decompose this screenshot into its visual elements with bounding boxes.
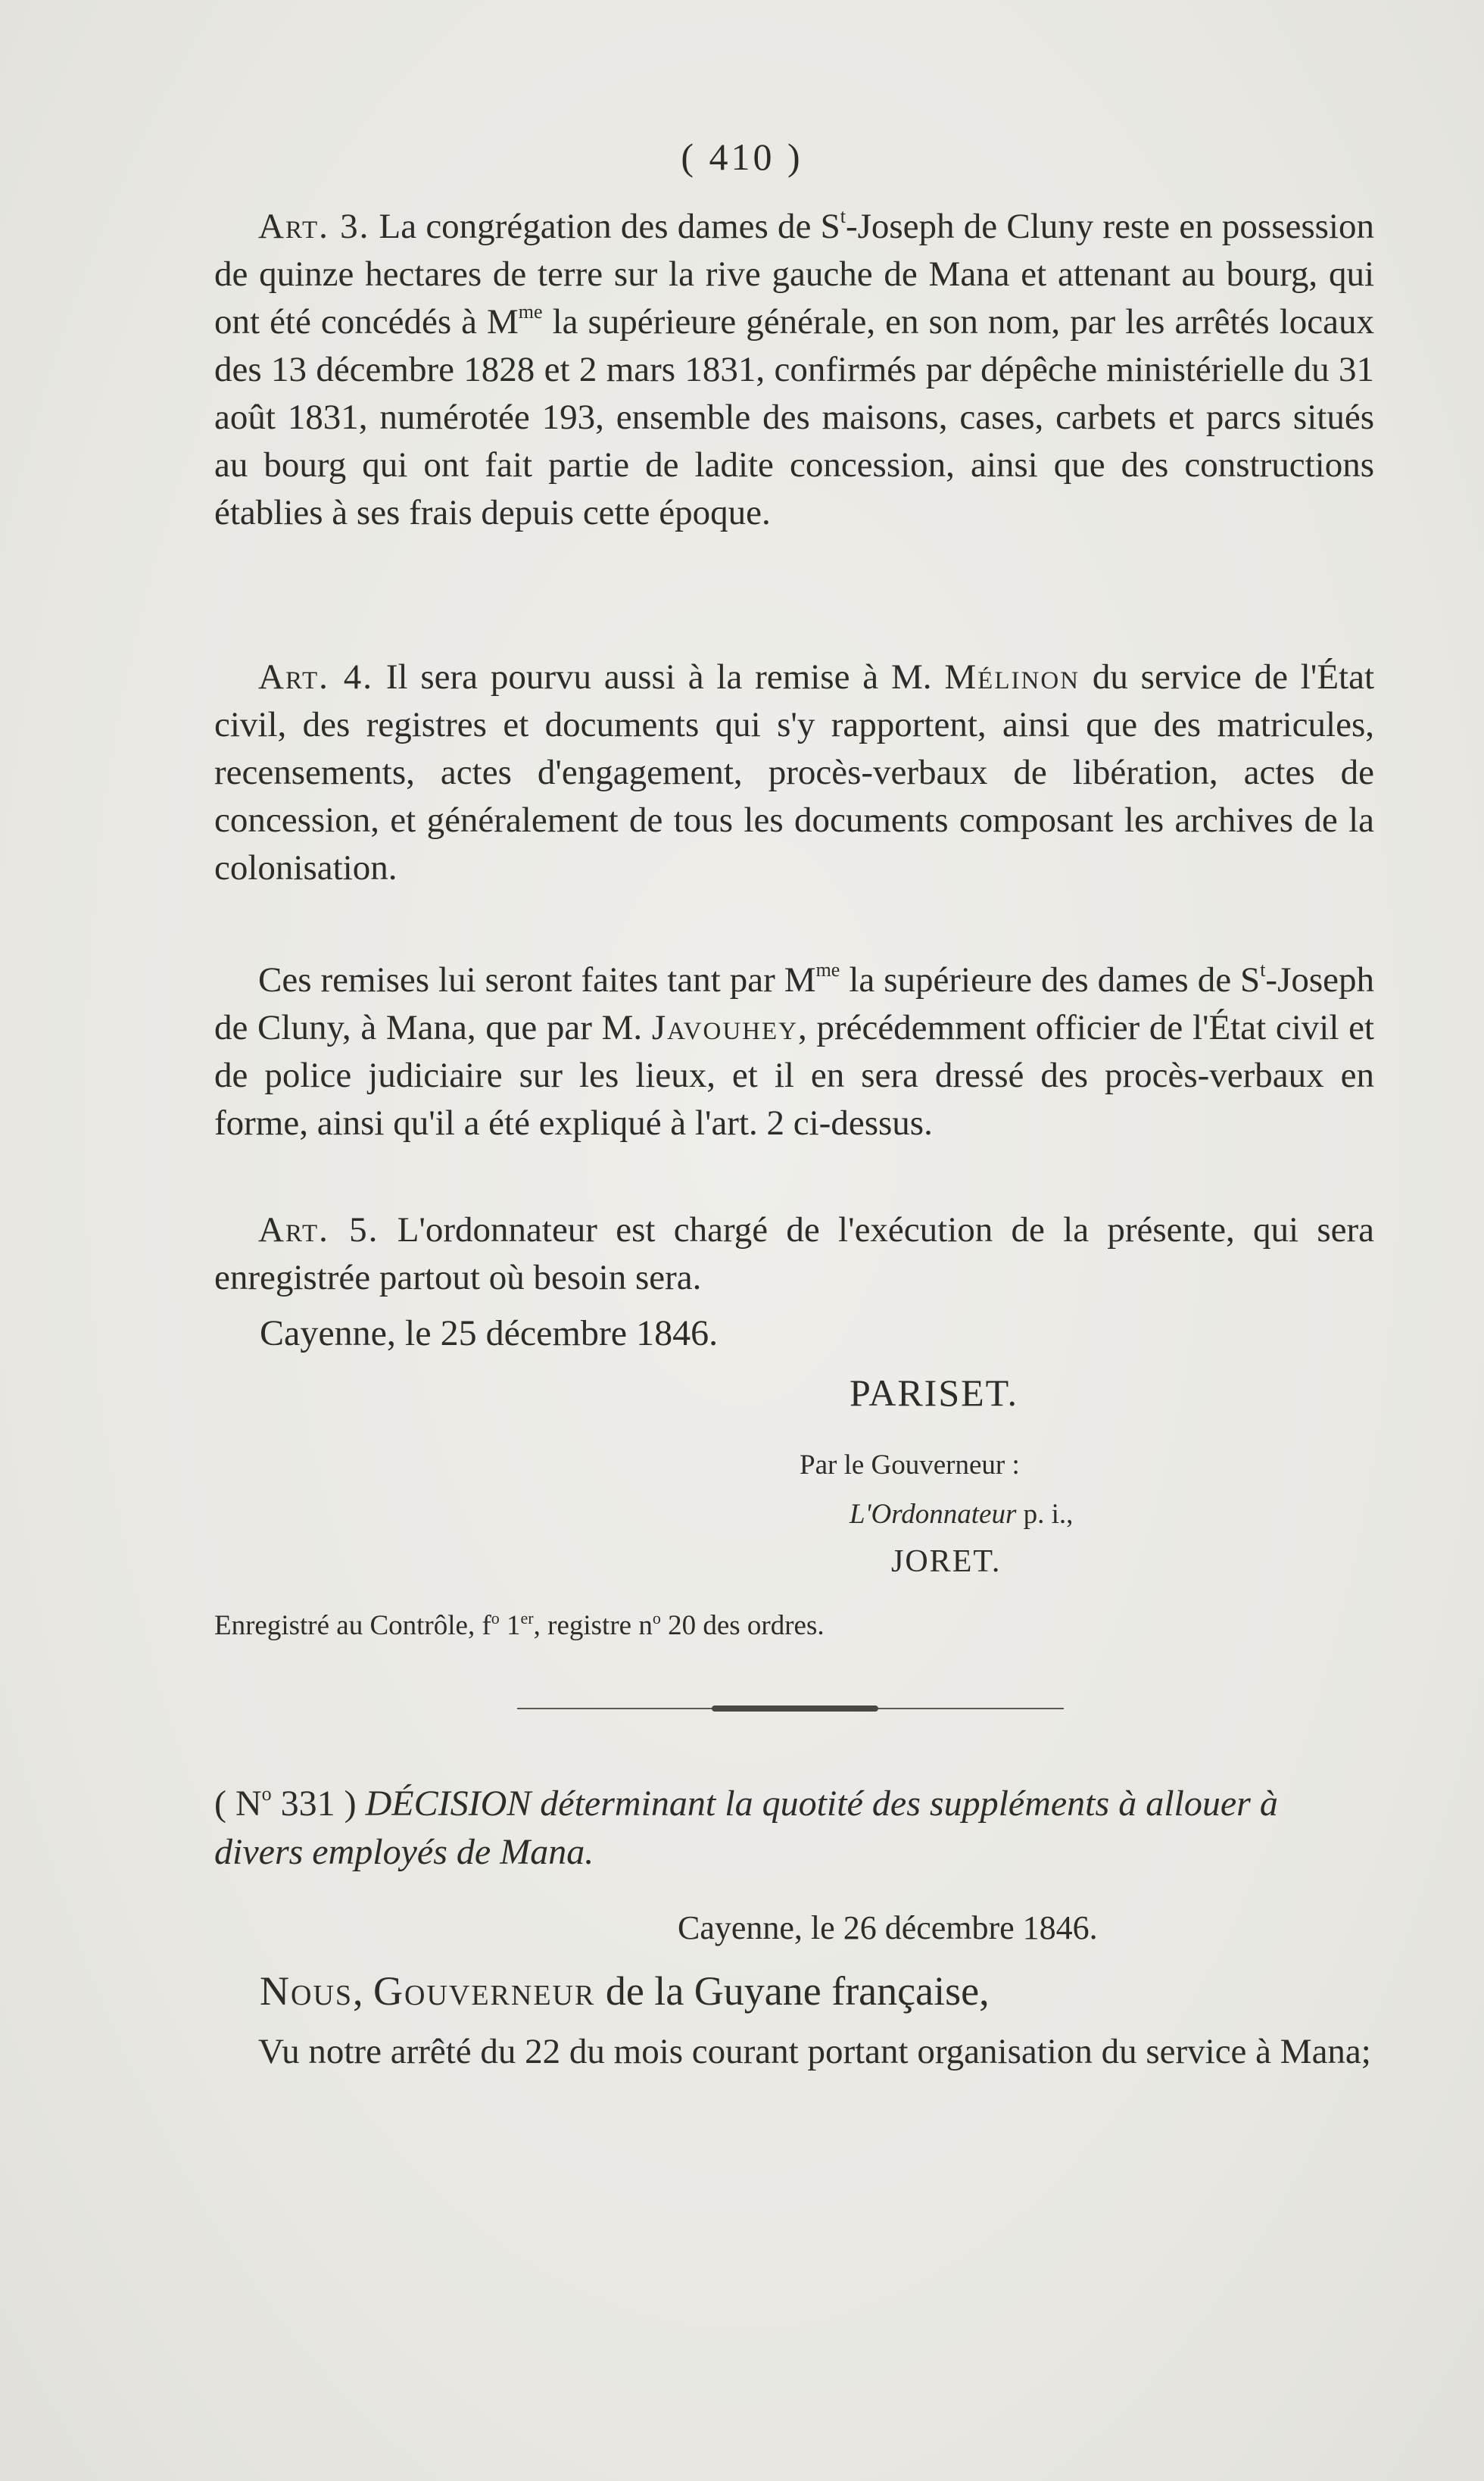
page-number: ( 410 ) bbox=[681, 136, 803, 178]
par-le-gouverneur: Par le Gouverneur : bbox=[800, 1450, 1020, 1481]
decision-date: Cayenne, le 26 décembre 1846. bbox=[678, 1909, 1098, 1946]
decision-number: ( $N^o$ 331 ) bbox=[214, 1783, 366, 1824]
decision-title: DÉCISION déterminant la quotité des suppléments à allouer à divers employés de Mana. bbox=[214, 1784, 1278, 1872]
article-3-text: La congrégation des dames de $S^t$-Joseph de Cluny reste en possession de quinze hectares de terre sur la rive gauche de Mana et attenant au bourg, qui ont été concédés à $M^{me}$ la supérieure générale, en son nom, par les arrêtés locaux des 13 décembre 1828 et 2 mars 1831, confirmés par dépêche ministérielle du 31 août 1831, numérotée 193, ensemble des maisons, cases, carbets et parcs situés au bourg qui ont fait partie de ladite concession, ainsi que des constructions établies à ses frais depuis cette époque. bbox=[214, 205, 1374, 532]
article-5 bbox=[214, 1206, 1374, 1302]
signature-pariset: PARISET. bbox=[850, 1372, 1019, 1414]
article-5-label: Art. 5. bbox=[258, 1210, 379, 1250]
separator-ornament bbox=[712, 1705, 878, 1712]
article-3 bbox=[214, 203, 1374, 537]
enregistrement-line: Enregistré au Contrôle, $f^o$ 1er, registre $n^o$ 20 des ordres. bbox=[214, 1609, 825, 1641]
article-4-text: Il sera pourvu aussi à la remise à M. Mélinon du service de l'État civil, des registres et documents qui s'y rapportent, ainsi que des matricules, recensements, actes d'engagement, procès-verbaux de libération, actes de concession, et généralement de tous les documents composant les archives de la colonisation. bbox=[214, 657, 1375, 888]
vu-paragraph: Vu notre arrêté du 22 du mois courant portant organisation du service à Mana; bbox=[258, 2032, 1371, 2071]
nous-gouverneur: Nous, Gouverneur de la Guyane française, bbox=[260, 1968, 990, 2014]
ordonnateur-line: L'Ordonnateur p. i., bbox=[850, 1499, 1074, 1530]
article-5-text: L'ordonnateur est chargé de l'exécution de la présente, qui sera enregistrée partout où besoin sera. bbox=[214, 1210, 1374, 1297]
signature-joret: JORET. bbox=[891, 1544, 1002, 1579]
article-4-label: Art. 4. bbox=[258, 657, 373, 697]
dateline: Cayenne, le 25 décembre 1846. bbox=[260, 1313, 719, 1353]
article-4 bbox=[214, 654, 1374, 892]
article-3-label: Art. 3. bbox=[258, 207, 370, 246]
remises-paragraph: Ces remises lui seront faites tant par $M^{me}$ la supérieure des dames de $S^t$-Joseph de Cluny, à Mana, que par M. Javouhey, précédemment officier de l'État civil et de police judiciaire sur les lieux, et il en sera dressé des procès-verbaux en forme, ainsi qu'il a été expliqué à l'art. 2 ci-dessus. bbox=[214, 959, 1375, 1143]
decision-heading bbox=[214, 1780, 1374, 1877]
